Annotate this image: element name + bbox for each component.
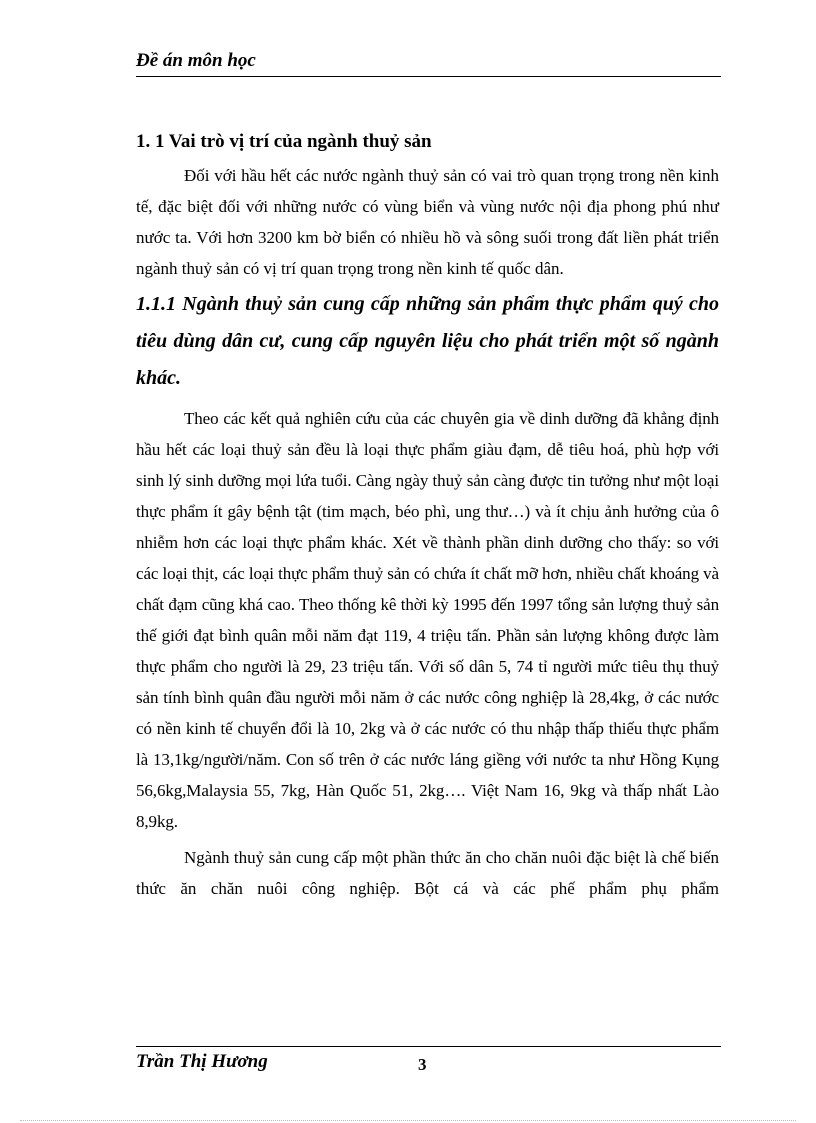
page-bottom-divider	[20, 1120, 796, 1121]
document-body	[136, 128, 719, 904]
body-paragraph-2: Ngành thuỷ sản cung cấp một phần thức ăn cho chăn nuôi đặc biệt là chế biến thức ăn chăn nuôi công nghiệp. Bột cá và các phế phẩm phụ phẩm	[136, 848, 719, 898]
subsection-heading: 1.1.1 Ngành thuỷ sản cung cấp những sản phẩm thực phẩm quý cho tiêu dùng dân cư, cung cấp nguyên liệu cho phát triển một số ngành khác.	[136, 293, 719, 389]
header-title: Đề án môn học	[136, 50, 256, 71]
footer-author: Trần Thị Hương	[136, 1051, 268, 1072]
intro-paragraph: Đối với hầu hết các nước ngành thuỷ sản có vai trò quan trọng trong nền kinh tế, đặc biệt đối với những nước có vùng biển và vùng nước nội địa phong phú như nước ta. Với hơn 3200 km bờ biển có nhiều hồ và sông suối trong đất liền phát triển ngành thuỷ sản có vị trí quan trọng trong nền kinh tế quốc dân.	[136, 166, 719, 278]
page-header	[136, 50, 721, 77]
page-number: 3	[418, 1055, 427, 1074]
page-footer	[136, 1046, 721, 1077]
section-heading: 1. 1 Vai trò vị trí của ngành thuỷ sản	[136, 131, 432, 152]
body-paragraph-1: Theo các kết quả nghiên cứu của các chuyên gia về dinh dưỡng đã khẳng định hầu hết các loại thuỷ sản đều là loại thực phẩm giàu đạm, dễ tiêu hoá, phù hợp với sinh lý sinh dưỡng mọi lứa tuổi. Càng ngày thuỷ sản càng được tin tưởng như một loại thực phẩm ít gây bệnh tật (tim mạch, béo phì, ung thư…) và ít chịu ảnh hưởng của ô nhiễm hơn các loại thực phẩm khác. Xét về thành phần dinh dưỡng cho thấy: so với các loại thịt, các loại thực phẩm thuỷ sản có chứa ít chất mỡ hơn, nhiều chất khoáng và chất đạm cũng khá cao. Theo thống kê thời kỳ 1995 đến 1997 tổng sản lượng thuỷ sản thế giới đạt bình quân mỗi năm đạt 119, 4 triệu tấn. Phần sản lượng không được làm thực phẩm cho người là 29, 23 triệu tấn. Với số dân 5, 74 tỉ người mức tiêu thụ thuỷ sản tính bình quân đầu người mỗi năm ở các nước công nghiệp là 28,4kg, ở các nước có nền kinh tế chuyển đổi là 10, 2kg và ở các nước có thu nhập thấp thiếu thực phẩm là 13,1kg/người/năm. Con số trên ở các nước láng giềng với nước ta như Hồng Kụng 56,6kg,Malaysia 55, 7kg, Hàn Quốc 51, 2kg…. Việt Nam 16, 9kg và thấp nhất Lào 8,9kg.	[136, 409, 719, 831]
